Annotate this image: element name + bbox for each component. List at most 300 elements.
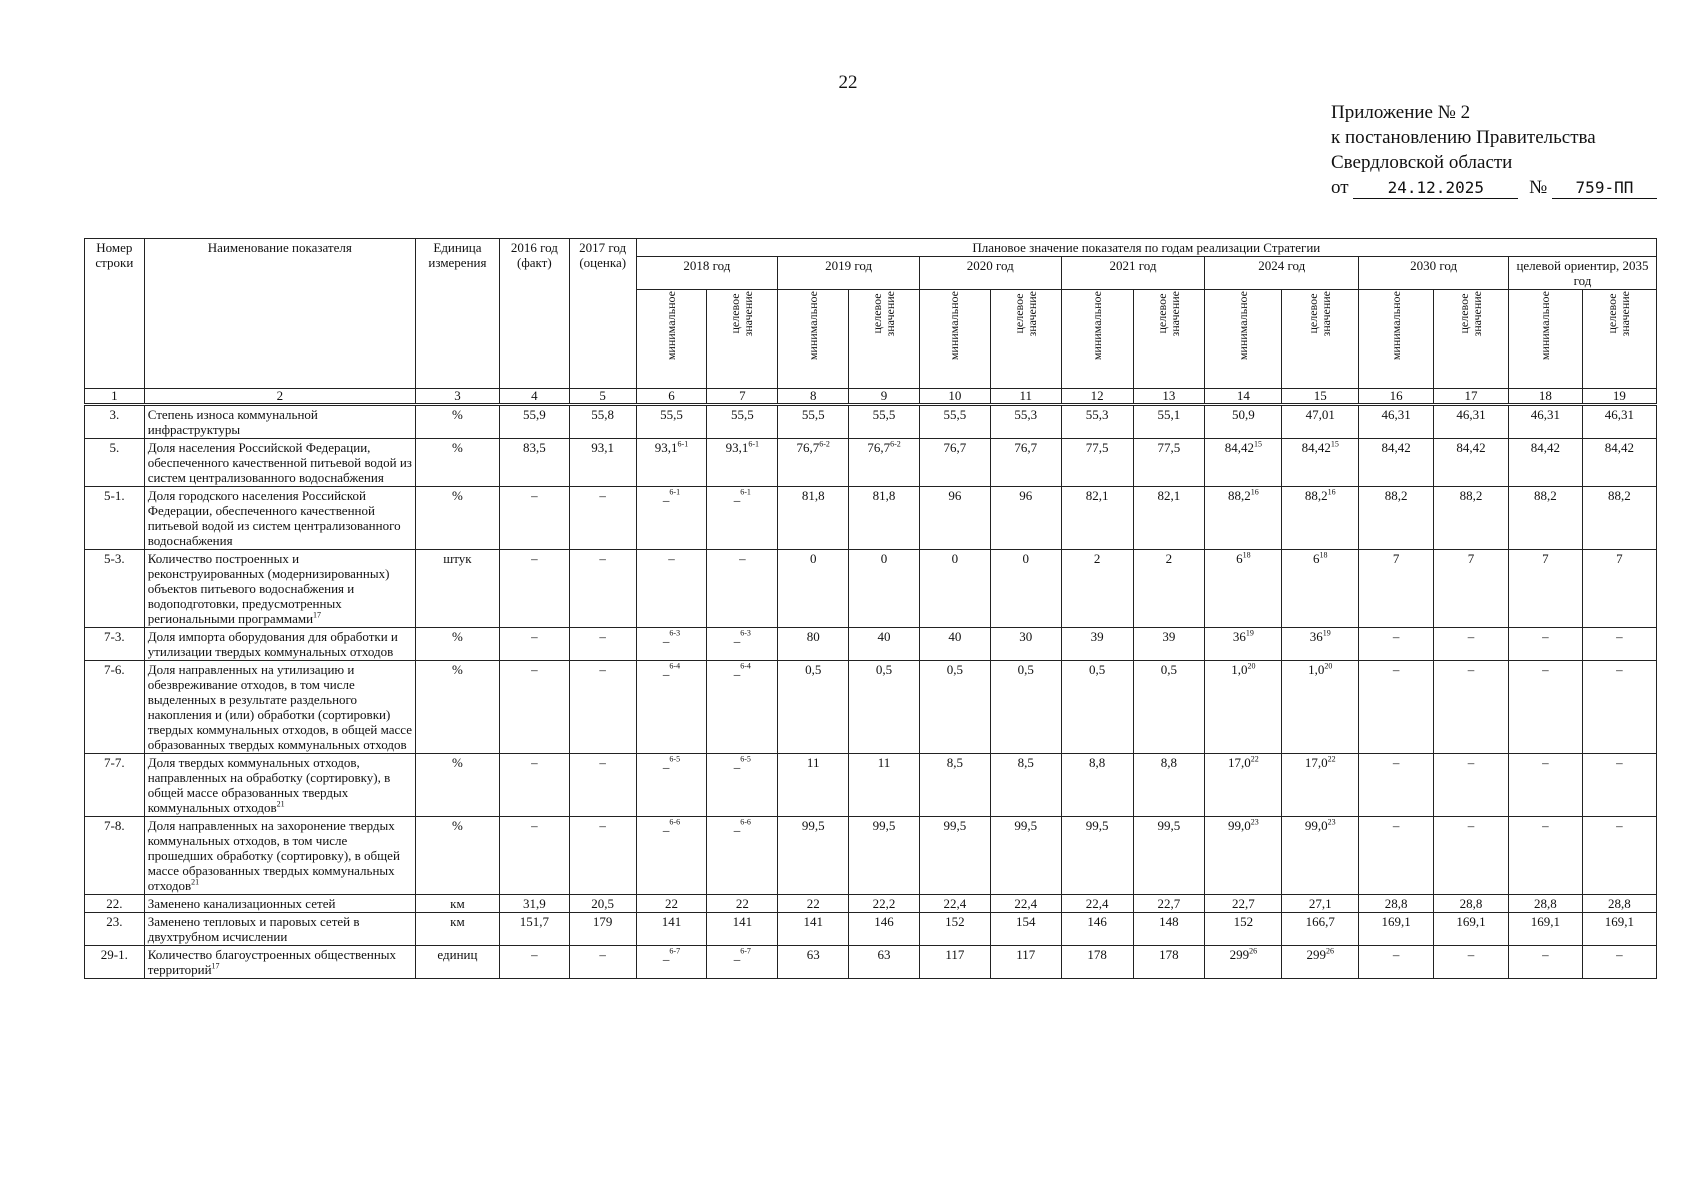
header-minimal: минимальное bbox=[1205, 290, 1282, 389]
indicator-name: Количество построенных и реконструированных (модернизированных) объектов питьевого водоснабжения и водоподготовки, предусмотренных региональными программами$^{17}$ bbox=[144, 550, 415, 628]
value-cell: – bbox=[1508, 661, 1582, 754]
indicator-name: Доля городского населения Российской Федерации, обеспеченного качественной питьевой водой из систем централизованного водоснабжения bbox=[144, 487, 415, 550]
value-cell: – bbox=[499, 487, 569, 550]
value-cell: 82,1 bbox=[1133, 487, 1205, 550]
value-cell: 0 bbox=[849, 550, 920, 628]
value-cell: 28,8 bbox=[1434, 895, 1509, 913]
value-cell: 84,42$^{15}$ bbox=[1205, 439, 1282, 487]
value-cell: 96 bbox=[990, 487, 1061, 550]
header-year: 2030 год bbox=[1359, 257, 1509, 290]
header-row-number: Номер строки bbox=[85, 239, 145, 389]
appendix-region: Свердловской области bbox=[1331, 152, 1513, 173]
value-cell: 148 bbox=[1133, 913, 1205, 946]
indicator-name: Доля направленных на захоронение твердых коммунальных отходов, в том числе прошедших обработку (сортировку), в общей массе образованных твердых коммунальных отходов$^{21}$ bbox=[144, 817, 415, 895]
appendix-block bbox=[1331, 100, 1671, 200]
footnote-ref: 6-3 bbox=[740, 628, 751, 638]
value-cell: – bbox=[1359, 817, 1434, 895]
value-cell: – bbox=[1359, 661, 1434, 754]
value-cell: – bbox=[1508, 628, 1582, 661]
header-year: 2018 год bbox=[636, 257, 778, 290]
footnote-ref: 26 bbox=[1325, 946, 1334, 956]
footnote-ref: 6-5 bbox=[669, 754, 681, 764]
value-cell: 22,2 bbox=[849, 895, 920, 913]
value-cell: – bbox=[1582, 817, 1656, 895]
value-cell: 88,2$^{16}$ bbox=[1282, 487, 1359, 550]
value-cell: 76,7 bbox=[990, 439, 1061, 487]
value-cell: 169,1 bbox=[1582, 913, 1656, 946]
value-cell: 7 bbox=[1582, 550, 1656, 628]
footnote-ref: 6-1 bbox=[669, 487, 681, 497]
value-cell: 63 bbox=[778, 946, 849, 979]
value-cell: 0 bbox=[919, 550, 990, 628]
footnote-ref: 15 bbox=[1253, 439, 1262, 449]
footnote-ref: 21 bbox=[191, 877, 200, 887]
unit-cell: км bbox=[415, 913, 499, 946]
value-cell: 99,0$^{23}$ bbox=[1282, 817, 1359, 895]
footnote-ref: 6-3 bbox=[669, 628, 681, 638]
header-unit: Единица измерения bbox=[415, 239, 499, 389]
value-cell: – bbox=[1434, 628, 1509, 661]
value-cell: – bbox=[1508, 754, 1582, 817]
value-cell: – bbox=[1582, 661, 1656, 754]
value-cell: _$^{6-4}$ bbox=[707, 661, 778, 754]
footnote-ref: 6-1 bbox=[748, 439, 760, 449]
indicator-name: Заменено канализационных сетей bbox=[144, 895, 415, 913]
value-cell: 55,8 bbox=[569, 405, 636, 439]
table-row bbox=[85, 895, 1657, 913]
value-cell: 99,5 bbox=[778, 817, 849, 895]
footnote-ref: 22 bbox=[1327, 754, 1336, 764]
table-row bbox=[85, 946, 1657, 979]
column-number: 1 bbox=[85, 389, 145, 405]
value-cell: – bbox=[1359, 754, 1434, 817]
unit-cell: единиц bbox=[415, 946, 499, 979]
unit-cell: км bbox=[415, 895, 499, 913]
value-cell: – bbox=[569, 946, 636, 979]
column-number: 18 bbox=[1508, 389, 1582, 405]
value-cell: 11 bbox=[849, 754, 920, 817]
value-cell: – bbox=[569, 550, 636, 628]
indicator-name: Количество благоустроенных общественных территорий$^{17}$ bbox=[144, 946, 415, 979]
column-number: 15 bbox=[1282, 389, 1359, 405]
appendix-title: Приложение № 2 bbox=[1331, 102, 1471, 123]
column-number: 9 bbox=[849, 389, 920, 405]
value-cell: 76,7$^{6-2}$ bbox=[778, 439, 849, 487]
value-cell: 0,5 bbox=[778, 661, 849, 754]
header-indicator-name: Наименование показателя bbox=[144, 239, 415, 389]
header-minimal: минимальное bbox=[778, 290, 849, 389]
footnote-ref: 21 bbox=[276, 799, 285, 809]
value-cell: 151,7 bbox=[499, 913, 569, 946]
value-cell: 80 bbox=[778, 628, 849, 661]
value-cell: 141 bbox=[707, 913, 778, 946]
value-cell: 40 bbox=[919, 628, 990, 661]
column-number: 12 bbox=[1061, 389, 1133, 405]
header-target: целевое значение bbox=[849, 290, 920, 389]
value-cell: 166,7 bbox=[1282, 913, 1359, 946]
appendix-date-line bbox=[1331, 175, 1671, 200]
unit-cell: % bbox=[415, 817, 499, 895]
value-cell: 39 bbox=[1061, 628, 1133, 661]
table-row bbox=[85, 628, 1657, 661]
header-planned: Плановое значение показателя по годам реализации Стратегии bbox=[636, 239, 1656, 257]
column-number: 8 bbox=[778, 389, 849, 405]
value-cell: 178 bbox=[1061, 946, 1133, 979]
value-cell: $6^{18}$ bbox=[1282, 550, 1359, 628]
column-number: 5 bbox=[569, 389, 636, 405]
row-number: 7-6. bbox=[85, 661, 145, 754]
column-number: 7 bbox=[707, 389, 778, 405]
header-minimal: минимальное bbox=[919, 290, 990, 389]
value-cell: 55,1 bbox=[1133, 405, 1205, 439]
footnote-ref: 6-1 bbox=[740, 487, 751, 497]
value-cell: 22,4 bbox=[919, 895, 990, 913]
value-cell: – bbox=[1434, 661, 1509, 754]
unit-cell: % bbox=[415, 661, 499, 754]
value-cell: 30 bbox=[990, 628, 1061, 661]
row-number: 5-3. bbox=[85, 550, 145, 628]
value-cell: 84,42 bbox=[1434, 439, 1509, 487]
footnote-ref: 6-2 bbox=[890, 439, 901, 449]
row-number: 29-1. bbox=[85, 946, 145, 979]
resolution-number: 759-ПП bbox=[1552, 178, 1657, 199]
column-number: 2 bbox=[144, 389, 415, 405]
value-cell: 20,5 bbox=[569, 895, 636, 913]
value-cell: 99,5 bbox=[919, 817, 990, 895]
value-cell: – bbox=[499, 754, 569, 817]
footnote-ref: 15 bbox=[1330, 439, 1339, 449]
footnote-ref: 6-4 bbox=[669, 661, 681, 671]
value-cell: _$^{6-5}$ bbox=[636, 754, 707, 817]
value-cell: 84,42$^{15}$ bbox=[1282, 439, 1359, 487]
value-cell: 169,1 bbox=[1434, 913, 1509, 946]
appendix-resolution: к постановлению Правительства bbox=[1331, 127, 1596, 148]
value-cell: 99,5 bbox=[849, 817, 920, 895]
value-cell: 84,42 bbox=[1359, 439, 1434, 487]
value-cell: 22,7 bbox=[1205, 895, 1282, 913]
value-cell: – bbox=[569, 817, 636, 895]
value-cell: – bbox=[1582, 628, 1656, 661]
header-2017: 2017 год (оценка) bbox=[569, 239, 636, 389]
column-number: 4 bbox=[499, 389, 569, 405]
row-number: 23. bbox=[85, 913, 145, 946]
value-cell: 22 bbox=[707, 895, 778, 913]
table-row bbox=[85, 913, 1657, 946]
footnote-ref: 18 bbox=[1319, 550, 1328, 560]
unit-cell: % bbox=[415, 754, 499, 817]
value-cell: 0,5 bbox=[1061, 661, 1133, 754]
value-cell: _$^{6-6}$ bbox=[636, 817, 707, 895]
value-cell: 0,5 bbox=[1133, 661, 1205, 754]
row-number: 7-7. bbox=[85, 754, 145, 817]
value-cell: – bbox=[499, 550, 569, 628]
value-cell: 84,42 bbox=[1582, 439, 1656, 487]
from-label: от bbox=[1331, 177, 1349, 198]
header-year: 2020 год bbox=[919, 257, 1061, 290]
value-cell: 55,3 bbox=[1061, 405, 1133, 439]
footnote-ref: 19 bbox=[1245, 628, 1254, 638]
value-cell: 22,4 bbox=[990, 895, 1061, 913]
value-cell: 0,5 bbox=[849, 661, 920, 754]
table-row bbox=[85, 439, 1657, 487]
value-cell: _$^{6-6}$ bbox=[707, 817, 778, 895]
value-cell: _$^{6-7}$ bbox=[707, 946, 778, 979]
column-numbers-row bbox=[85, 389, 1657, 405]
value-cell: 84,42 bbox=[1508, 439, 1582, 487]
indicator-name: Заменено тепловых и паровых сетей в двухтрубном исчислении bbox=[144, 913, 415, 946]
unit-cell: % bbox=[415, 628, 499, 661]
header-target: целевое значение bbox=[707, 290, 778, 389]
value-cell: 77,5 bbox=[1133, 439, 1205, 487]
value-cell: 0,5 bbox=[990, 661, 1061, 754]
value-cell: 179 bbox=[569, 913, 636, 946]
value-cell: 28,8 bbox=[1508, 895, 1582, 913]
value-cell: 117 bbox=[919, 946, 990, 979]
value-cell: – bbox=[499, 661, 569, 754]
value-cell: 7 bbox=[1359, 550, 1434, 628]
value-cell: – bbox=[707, 550, 778, 628]
value-cell: 22 bbox=[636, 895, 707, 913]
footnote-ref: 6-7 bbox=[740, 946, 751, 956]
value-cell: 46,31 bbox=[1582, 405, 1656, 439]
header-target: целевое значение bbox=[990, 290, 1061, 389]
table-header bbox=[85, 239, 1657, 389]
value-cell: 117 bbox=[990, 946, 1061, 979]
unit-cell: штук bbox=[415, 550, 499, 628]
value-cell: 2 bbox=[1061, 550, 1133, 628]
value-cell: 154 bbox=[990, 913, 1061, 946]
header-year: 2021 год bbox=[1061, 257, 1205, 290]
value-cell: 55,5 bbox=[778, 405, 849, 439]
value-cell: 0 bbox=[990, 550, 1061, 628]
footnote-ref: 19 bbox=[1322, 628, 1331, 638]
value-cell: 8,5 bbox=[919, 754, 990, 817]
value-cell: – bbox=[499, 946, 569, 979]
value-cell: – bbox=[1434, 817, 1509, 895]
header-target: целевое значение bbox=[1282, 290, 1359, 389]
value-cell: $1,0^{20}$ bbox=[1205, 661, 1282, 754]
footnote-ref: 20 bbox=[1324, 661, 1333, 671]
value-cell: 55,5 bbox=[919, 405, 990, 439]
value-cell: 93,1 bbox=[569, 439, 636, 487]
footnote-ref: 6-2 bbox=[819, 439, 830, 449]
value-cell: 55,5 bbox=[636, 405, 707, 439]
value-cell: 47,01 bbox=[1282, 405, 1359, 439]
row-number: 7-8. bbox=[85, 817, 145, 895]
value-cell: 8,8 bbox=[1061, 754, 1133, 817]
footnote-ref: 6-7 bbox=[669, 946, 681, 956]
value-cell: – bbox=[1359, 628, 1434, 661]
value-cell: 76,7 bbox=[919, 439, 990, 487]
value-cell: 93,1$^{6-1}$ bbox=[636, 439, 707, 487]
value-cell: – bbox=[1434, 754, 1509, 817]
value-cell: 141 bbox=[778, 913, 849, 946]
footnote-ref: 6-4 bbox=[740, 661, 751, 671]
indicator-name: Доля импорта оборудования для обработки и утилизации твердых коммунальных отходов bbox=[144, 628, 415, 661]
header-target: целевое значение bbox=[1582, 290, 1656, 389]
value-cell: – bbox=[1582, 946, 1656, 979]
column-number: 14 bbox=[1205, 389, 1282, 405]
value-cell: 2 bbox=[1133, 550, 1205, 628]
value-cell: 22 bbox=[778, 895, 849, 913]
value-cell: 39 bbox=[1133, 628, 1205, 661]
value-cell: 11 bbox=[778, 754, 849, 817]
footnote-ref: 6-6 bbox=[740, 817, 751, 827]
value-cell: 152 bbox=[1205, 913, 1282, 946]
header-minimal: минимальное bbox=[1508, 290, 1582, 389]
number-label: № bbox=[1529, 177, 1548, 198]
value-cell: _$^{6-1}$ bbox=[707, 487, 778, 550]
footnote-ref: 23 bbox=[1327, 817, 1336, 827]
footnote-ref: 18 bbox=[1242, 550, 1251, 560]
value-cell: 55,9 bbox=[499, 405, 569, 439]
value-cell: 82,1 bbox=[1061, 487, 1133, 550]
value-cell: _$^{6-7}$ bbox=[636, 946, 707, 979]
value-cell: $36^{19}$ bbox=[1282, 628, 1359, 661]
value-cell: 141 bbox=[636, 913, 707, 946]
value-cell: 93,1$^{6-1}$ bbox=[707, 439, 778, 487]
value-cell: 17,0$^{22}$ bbox=[1205, 754, 1282, 817]
value-cell: 83,5 bbox=[499, 439, 569, 487]
value-cell: – bbox=[569, 628, 636, 661]
value-cell: 0,5 bbox=[919, 661, 990, 754]
value-cell: 99,5 bbox=[1133, 817, 1205, 895]
column-number: 17 bbox=[1434, 389, 1509, 405]
value-cell: 88,2 bbox=[1434, 487, 1509, 550]
value-cell: 31,9 bbox=[499, 895, 569, 913]
footnote-ref: 6-6 bbox=[669, 817, 681, 827]
value-cell: 88,2 bbox=[1582, 487, 1656, 550]
value-cell: – bbox=[636, 550, 707, 628]
table-row bbox=[85, 405, 1657, 439]
header-target: целевое значение bbox=[1133, 290, 1205, 389]
footnote-ref: 16 bbox=[1327, 487, 1336, 497]
value-cell: 169,1 bbox=[1508, 913, 1582, 946]
value-cell: 152 bbox=[919, 913, 990, 946]
value-cell: 55,5 bbox=[707, 405, 778, 439]
value-cell: 28,8 bbox=[1359, 895, 1434, 913]
header-minimal: минимальное bbox=[1359, 290, 1434, 389]
value-cell: 22,7 bbox=[1133, 895, 1205, 913]
header-year: 2024 год bbox=[1205, 257, 1359, 290]
value-cell: 46,31 bbox=[1508, 405, 1582, 439]
table-row bbox=[85, 754, 1657, 817]
indicators-table bbox=[84, 238, 1657, 979]
header-minimal: минимальное bbox=[1061, 290, 1133, 389]
value-cell: 46,31 bbox=[1434, 405, 1509, 439]
value-cell: $6^{18}$ bbox=[1205, 550, 1282, 628]
value-cell: 27,1 bbox=[1282, 895, 1359, 913]
indicator-name: Степень износа коммунальной инфраструктуры bbox=[144, 405, 415, 439]
footnote-ref: 26 bbox=[1249, 946, 1258, 956]
column-number: 6 bbox=[636, 389, 707, 405]
footnote-ref: 20 bbox=[1247, 661, 1256, 671]
value-cell: 55,5 bbox=[849, 405, 920, 439]
value-cell: _$^{6-5}$ bbox=[707, 754, 778, 817]
value-cell: 63 bbox=[849, 946, 920, 979]
value-cell: 7 bbox=[1434, 550, 1509, 628]
value-cell: – bbox=[1434, 946, 1509, 979]
value-cell: – bbox=[569, 661, 636, 754]
footnote-ref: 23 bbox=[1250, 817, 1259, 827]
column-number: 16 bbox=[1359, 389, 1434, 405]
footnote-ref: 17 bbox=[313, 610, 322, 620]
indicator-name: Доля направленных на утилизацию и обезвреживание отходов, в том числе выделенных в результате раздельного накопления и (или) обработки (сортировки) твердых коммунальных отходов, в общей массе образованных твердых коммунальных отходов bbox=[144, 661, 415, 754]
row-number: 3. bbox=[85, 405, 145, 439]
value-cell: – bbox=[1582, 754, 1656, 817]
value-cell: _$^{6-3}$ bbox=[636, 628, 707, 661]
row-number: 5-1. bbox=[85, 487, 145, 550]
value-cell: 46,31 bbox=[1359, 405, 1434, 439]
unit-cell: % bbox=[415, 405, 499, 439]
header-target: целевое значение bbox=[1434, 290, 1509, 389]
value-cell: – bbox=[1508, 817, 1582, 895]
value-cell: 40 bbox=[849, 628, 920, 661]
value-cell: 50,9 bbox=[1205, 405, 1282, 439]
value-cell: – bbox=[499, 628, 569, 661]
value-cell: _$^{6-1}$ bbox=[636, 487, 707, 550]
header-year: 2019 год bbox=[778, 257, 920, 290]
table-body bbox=[85, 389, 1657, 979]
value-cell: 81,8 bbox=[778, 487, 849, 550]
value-cell: $36^{19}$ bbox=[1205, 628, 1282, 661]
value-cell: – bbox=[1508, 946, 1582, 979]
value-cell: 169,1 bbox=[1359, 913, 1434, 946]
value-cell: – bbox=[499, 817, 569, 895]
value-cell: 146 bbox=[1061, 913, 1133, 946]
value-cell: 88,2$^{16}$ bbox=[1205, 487, 1282, 550]
footnote-ref: 22 bbox=[1250, 754, 1259, 764]
table-row bbox=[85, 487, 1657, 550]
value-cell: 7 bbox=[1508, 550, 1582, 628]
value-cell: 55,3 bbox=[990, 405, 1061, 439]
value-cell: 88,2 bbox=[1359, 487, 1434, 550]
value-cell: 88,2 bbox=[1508, 487, 1582, 550]
value-cell: – bbox=[1359, 946, 1434, 979]
table-row bbox=[85, 661, 1657, 754]
value-cell: 76,7$^{6-2}$ bbox=[849, 439, 920, 487]
column-number: 10 bbox=[919, 389, 990, 405]
value-cell: $1,0^{20}$ bbox=[1282, 661, 1359, 754]
value-cell: _$^{6-3}$ bbox=[707, 628, 778, 661]
footnote-ref: 6-1 bbox=[677, 439, 689, 449]
indicator-name: Доля твердых коммунальных отходов, направленных на обработку (сортировку), в общей массе образованных твердых коммунальных отходов$^{21}$ bbox=[144, 754, 415, 817]
row-number: 5. bbox=[85, 439, 145, 487]
value-cell: $299^{26}$ bbox=[1205, 946, 1282, 979]
table-row bbox=[85, 550, 1657, 628]
value-cell: 0 bbox=[778, 550, 849, 628]
value-cell: 8,8 bbox=[1133, 754, 1205, 817]
value-cell: – bbox=[569, 487, 636, 550]
footnote-ref: 17 bbox=[211, 961, 220, 971]
indicator-name: Доля населения Российской Федерации, обеспеченного качественной питьевой водой из систем централизованного водоснабжения bbox=[144, 439, 415, 487]
row-number: 7-3. bbox=[85, 628, 145, 661]
value-cell: 146 bbox=[849, 913, 920, 946]
value-cell: 22,4 bbox=[1061, 895, 1133, 913]
column-number: 11 bbox=[990, 389, 1061, 405]
resolution-date: 24.12.2025 bbox=[1353, 178, 1518, 199]
column-number: 13 bbox=[1133, 389, 1205, 405]
value-cell: 99,0$^{23}$ bbox=[1205, 817, 1282, 895]
value-cell: 81,8 bbox=[849, 487, 920, 550]
value-cell: 8,5 bbox=[990, 754, 1061, 817]
row-number: 22. bbox=[85, 895, 145, 913]
footnote-ref: 6-5 bbox=[740, 754, 751, 764]
footnote-ref: 16 bbox=[1250, 487, 1259, 497]
value-cell: 99,5 bbox=[1061, 817, 1133, 895]
unit-cell: % bbox=[415, 439, 499, 487]
value-cell: 17,0$^{22}$ bbox=[1282, 754, 1359, 817]
